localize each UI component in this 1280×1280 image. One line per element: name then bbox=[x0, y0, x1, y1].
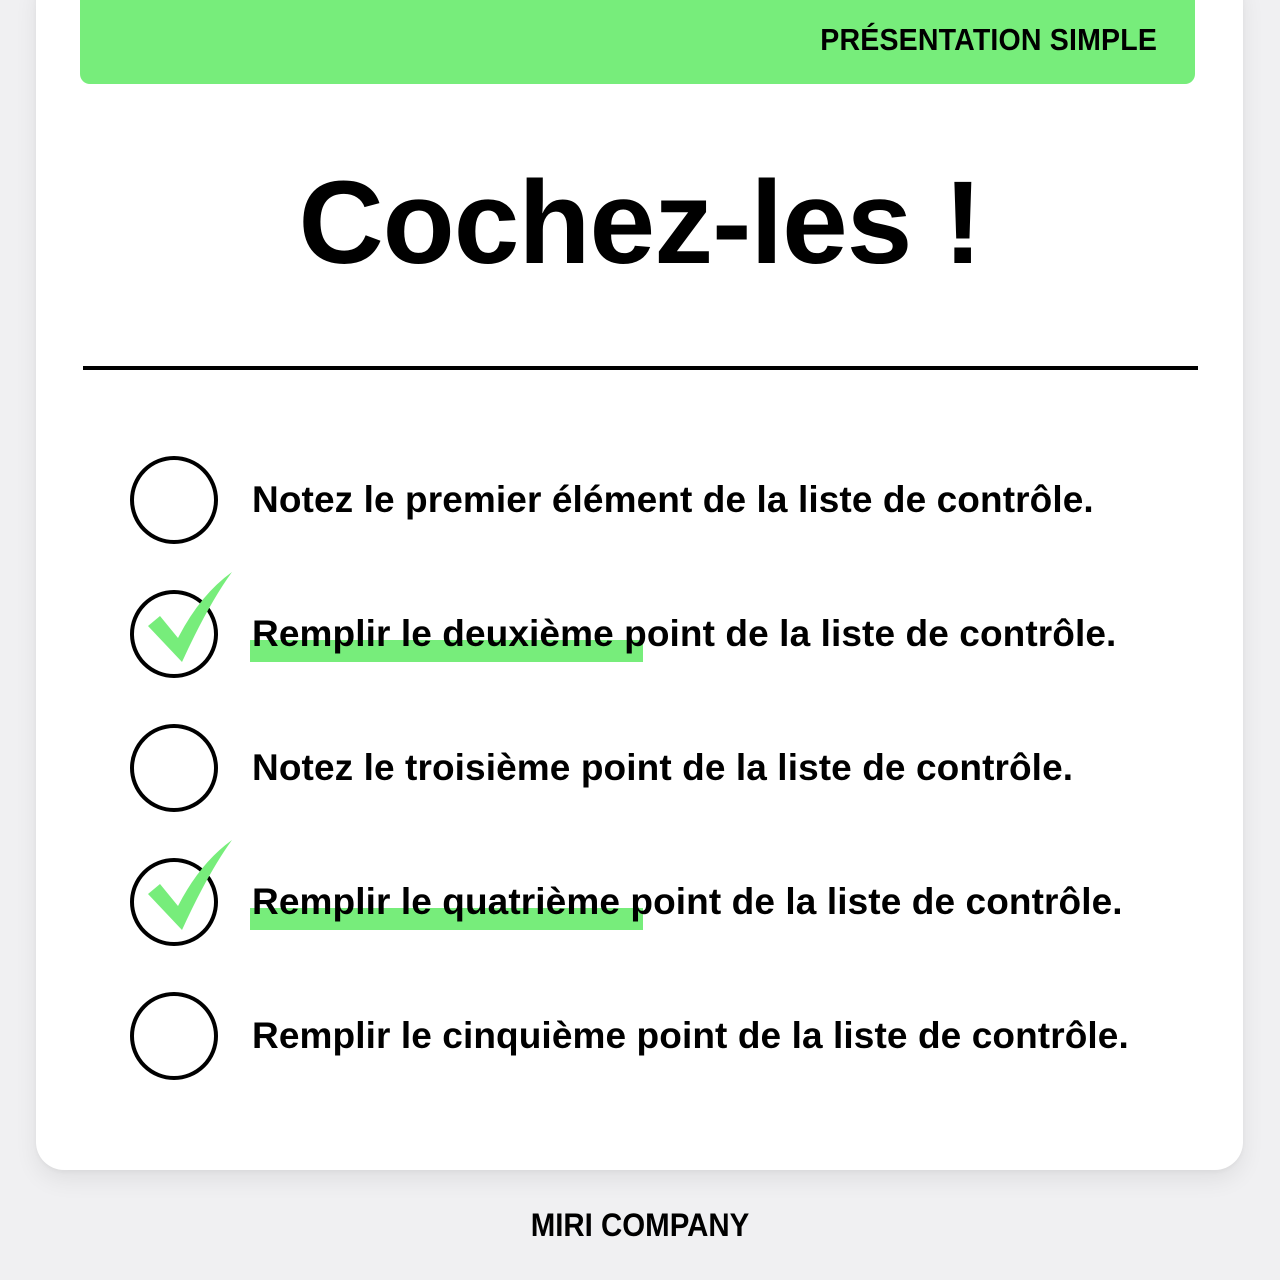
checklist-item-label: Remplir le deuxième point de la liste de contrôle. bbox=[252, 613, 1117, 654]
checkmark-icon bbox=[140, 560, 240, 670]
unchecked-circle-icon[interactable] bbox=[130, 992, 218, 1080]
page-title: Cochez-les ! bbox=[298, 157, 982, 289]
checklist-item-2[interactable] bbox=[130, 590, 1250, 680]
checklist-item-3[interactable] bbox=[130, 724, 1250, 814]
unchecked-circle-icon[interactable] bbox=[130, 456, 218, 544]
checklist-item-label: Remplir le quatrième point de la liste de contrôle. bbox=[252, 881, 1123, 922]
divider bbox=[83, 366, 1198, 370]
checklist-item-1[interactable] bbox=[130, 456, 1250, 546]
checklist-item-label: Notez le premier élément de la liste de contrôle. bbox=[252, 479, 1094, 520]
checkmark-icon bbox=[140, 828, 240, 938]
checklist-item-4[interactable] bbox=[130, 858, 1250, 948]
header-banner bbox=[80, 0, 1195, 84]
checklist-item-label: Remplir le cinquième point de la liste de contrôle. bbox=[252, 1015, 1129, 1056]
company-name: MIRI COMPANY bbox=[530, 1207, 750, 1243]
unchecked-circle-icon[interactable] bbox=[130, 724, 218, 812]
checklist-item-5[interactable] bbox=[130, 992, 1250, 1082]
banner-label: PRÉSENTATION SIMPLE bbox=[820, 22, 1157, 57]
checklist-item-label: Notez le troisième point de la liste de contrôle. bbox=[252, 747, 1074, 788]
